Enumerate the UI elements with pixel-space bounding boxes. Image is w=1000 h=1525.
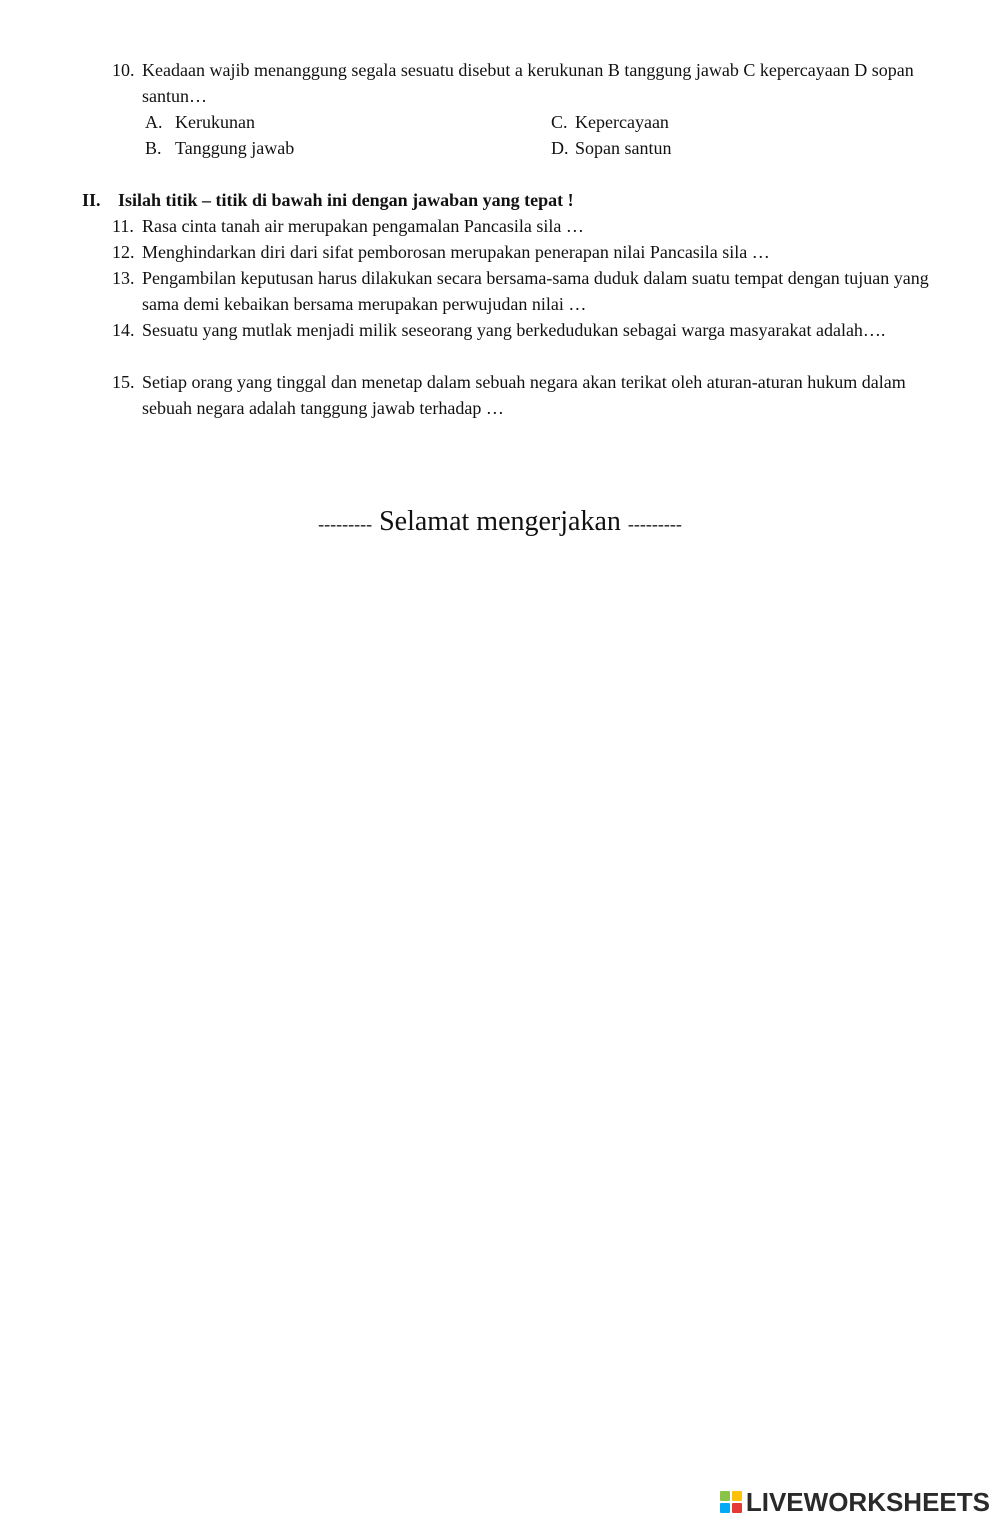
question-10 bbox=[112, 57, 932, 109]
question-text: Rasa cinta tanah air merupakan pengamalan Pancasila sila … bbox=[142, 216, 584, 236]
question-number: 14. bbox=[112, 320, 135, 340]
question-text: Setiap orang yang tinggal dan menetap dalam sebuah negara akan terikat oleh aturan-aturan hukum dalam sebuah negara adalah tanggung jawab terhadap … bbox=[142, 372, 906, 418]
closing-message bbox=[0, 504, 1000, 542]
section-title: Isilah titik – titik di bawah ini dengan jawaban yang tepat ! bbox=[118, 190, 574, 210]
liveworksheets-logo bbox=[720, 1485, 990, 1519]
question-number: 10. bbox=[112, 60, 135, 80]
question-number: 13. bbox=[112, 268, 135, 288]
option-letter: D. bbox=[551, 138, 569, 158]
question-14 bbox=[112, 317, 932, 343]
option-b bbox=[145, 135, 294, 161]
question-12 bbox=[112, 239, 932, 265]
question-text: Menghindarkan diri dari sifat pemborosan merupakan penerapan nilai Pancasila sila … bbox=[142, 242, 770, 262]
option-label: Kerukunan bbox=[175, 112, 255, 132]
option-a bbox=[145, 109, 255, 135]
option-c bbox=[551, 109, 669, 135]
section-number: II. bbox=[82, 190, 101, 210]
section-heading bbox=[82, 187, 574, 213]
question-text: Keadaan wajib menanggung segala sesuatu disebut a kerukunan B tanggung jawab C kepercayaan D sopan santun… bbox=[142, 60, 914, 106]
option-label: Kepercayaan bbox=[575, 112, 669, 132]
question-number: 11. bbox=[112, 216, 134, 236]
logo-text: LIVEWORKSHEETS bbox=[745, 1487, 990, 1517]
option-letter: A. bbox=[145, 112, 163, 132]
closing-text: Selamat mengerjakan bbox=[379, 506, 621, 537]
option-d bbox=[551, 135, 672, 161]
question-15 bbox=[112, 369, 932, 421]
question-text: Pengambilan keputusan harus dilakukan secara bersama-sama duduk dalam suatu tempat dengan tujuan yang sama demi kebaikan bersama merupakan perwujudan nilai … bbox=[142, 268, 929, 314]
option-letter: C. bbox=[551, 112, 568, 132]
option-label: Tanggung jawab bbox=[175, 138, 295, 158]
closing-dashes-left: --------- bbox=[318, 514, 373, 534]
question-number: 12. bbox=[112, 242, 135, 262]
question-number: 15. bbox=[112, 372, 135, 392]
closing-dashes-right: --------- bbox=[627, 514, 682, 534]
option-letter: B. bbox=[145, 138, 162, 158]
option-label: Sopan santun bbox=[575, 138, 672, 158]
question-13 bbox=[112, 265, 932, 317]
question-text: Sesuatu yang mutlak menjadi milik seseorang yang berkedudukan sebagai warga masyarakat adalah…. bbox=[142, 320, 886, 340]
question-11 bbox=[112, 213, 932, 239]
logo-icon bbox=[720, 1491, 742, 1513]
